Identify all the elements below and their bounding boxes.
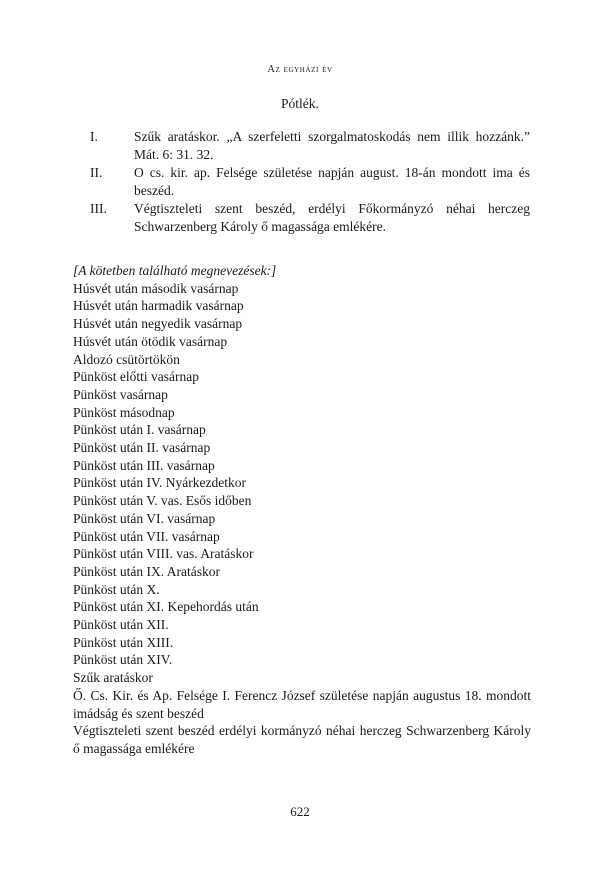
contents-item-text: Szűk aratáskor. „A szerfeletti szorgalmatoskodás nem illik hozzánk.” Mát. 6: 31. 32. bbox=[134, 129, 530, 162]
names-item: Pünköst után X. bbox=[73, 581, 160, 597]
names-item: Pünköst után III. vasárnap bbox=[73, 457, 215, 473]
names-item: Pünköst után VIII. vas. Aratáskor bbox=[73, 546, 254, 562]
page-number: 622 bbox=[290, 804, 310, 819]
contents-item-number: I. bbox=[90, 129, 98, 144]
running-head: Az egyházi év bbox=[267, 64, 333, 75]
names-item: Pünköst után II. vasárnap bbox=[73, 440, 211, 456]
names-item: Pünköst után XI. Kepehordás után bbox=[73, 599, 259, 615]
names-item: Pünköst után XII. bbox=[73, 617, 169, 633]
section-title: Pótlék. bbox=[281, 96, 319, 111]
names-item: Ő. Cs. Kir. és Ap. Felsége I. Ferencz József születése napján augustus 18. mondott imádság és szent beszéd bbox=[73, 687, 531, 721]
contents-list bbox=[90, 128, 530, 236]
names-item: Pünköst után V. vas. Esős időben bbox=[73, 493, 252, 509]
names-item: Pünköst után VII. vasárnap bbox=[73, 528, 220, 544]
names-item: Húsvét után második vasárnap bbox=[73, 280, 239, 296]
contents-item bbox=[90, 200, 530, 236]
names-item: Húsvét után harmadik vasárnap bbox=[73, 298, 244, 314]
names-item: Pünköst után VI. vasárnap bbox=[73, 510, 216, 526]
names-item: Aldozó csütörtökön bbox=[73, 351, 180, 367]
names-item: Húsvét után ötödik vasárnap bbox=[73, 333, 228, 349]
names-item: Pünköst után IX. Aratáskor bbox=[73, 563, 220, 579]
names-item: Pünköst után XIV. bbox=[73, 652, 173, 668]
contents-item-number: III. bbox=[90, 201, 107, 216]
contents-item bbox=[90, 128, 530, 164]
names-item: Pünköst után IV. Nyárkezdetkor bbox=[73, 475, 246, 491]
names-heading: [A kötetben található megnevezések:] bbox=[73, 263, 277, 278]
names-item: Szűk aratáskor bbox=[73, 670, 153, 686]
contents-item-text: Végtiszteleti szent beszéd, erdélyi Főkormányzó néhai herczeg Schwarzenberg Károly ő magassága emlékére. bbox=[134, 201, 530, 234]
names-list bbox=[73, 262, 531, 758]
names-item: Pünköst másodnap bbox=[73, 404, 175, 420]
names-item: Pünköst után I. vasárnap bbox=[73, 422, 206, 438]
names-item: Húsvét után negyedik vasárnap bbox=[73, 316, 243, 332]
contents-item-text: O cs. kir. ap. Felsége születése napján august. 18-án mondott ima és beszéd. bbox=[134, 165, 530, 198]
names-item: Pünköst vasárnap bbox=[73, 386, 168, 402]
names-item: Pünköst után XIII. bbox=[73, 634, 174, 650]
contents-item-number: II. bbox=[90, 165, 103, 180]
contents-item bbox=[90, 164, 530, 200]
names-item: Pünköst előtti vasárnap bbox=[73, 369, 199, 385]
names-item: Végtiszteleti szent beszéd erdélyi kormányzó néhai herczeg Schwarzenberg Károly ő magassága emlékére bbox=[73, 723, 531, 756]
